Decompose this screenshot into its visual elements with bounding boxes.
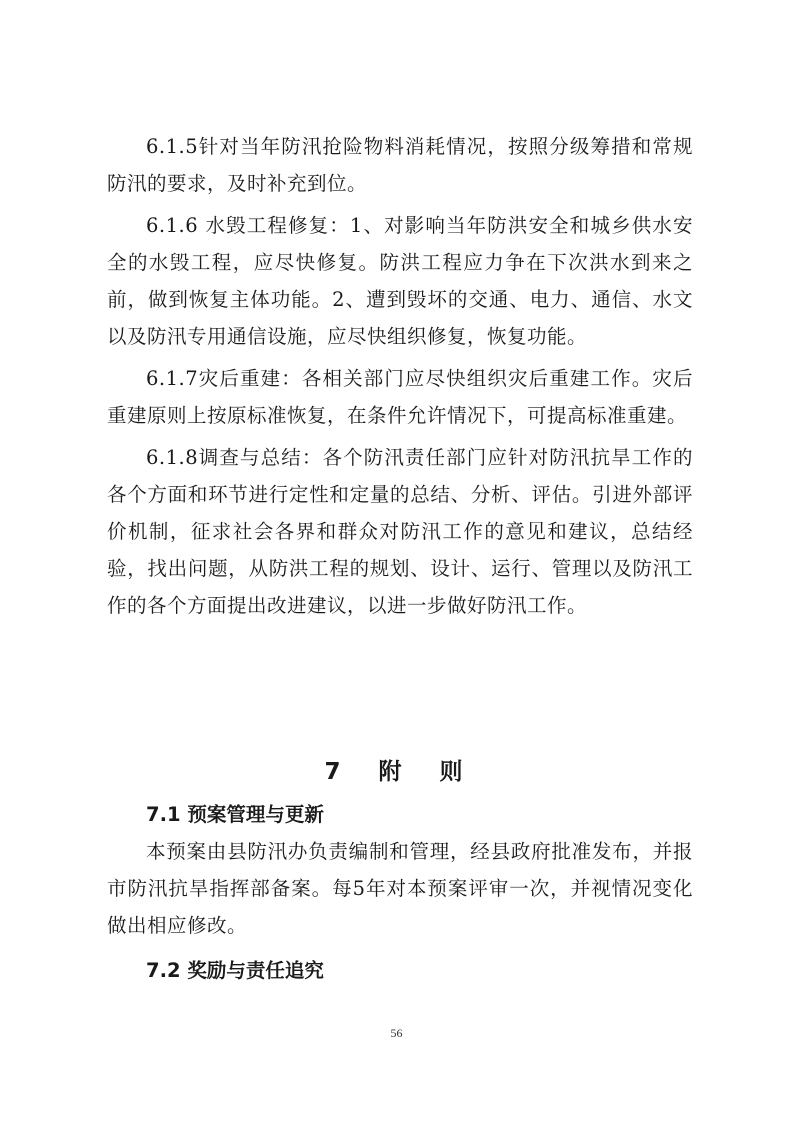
chapter-7-content — [107, 796, 693, 989]
paragraph-6-1-8: 6.1.8调查与总结：各个防汛责任部门应针对防汛抗旱工作的各个方面和环节进行定性和定量的总结、分析、评估。引进外部评价机制，征求社会各界和群众对防汛工作的意见和建议，总结经验，找出问题，从防洪工程的规划、设计、运行、管理以及防汛工作的各个方面提出改进建议，以进一步做好防汛工作。 — [107, 446, 693, 617]
paragraph-6-1-5: 6.1.5针对当年防汛抢险物料消耗情况，按照分级筹措和常规防汛的要求，及时补充到位。 — [107, 135, 693, 195]
section-heading-7-1: 7.1 预案管理与更新 — [146, 803, 324, 826]
section-heading-7-2: 7.2 奖励与责任追究 — [146, 959, 324, 982]
page-body — [107, 128, 693, 624]
paragraph-6-1-7: 6.1.7灾后重建：各相关部门应尽快组织灾后重建工作。灾后重建原则上按原标准恢复，在条件允许情况下，可提高标准重建。 — [107, 367, 693, 427]
section-body-7-1: 本预案由县防汛办负责编制和管理，经县政府批准发布，并报市防汛抗旱指挥部备案。每5年对本预案评审一次，并视情况变化做出相应修改。 — [107, 840, 693, 937]
page-number: 56 — [390, 1026, 403, 1040]
paragraph-6-1-6: 6.1.6 水毁工程修复：1、对影响当年防洪安全和城乡供水安全的水毁工程，应尽快修复。防洪工程应力争在下次洪水到来之前，做到恢复主体功能。2、遭到毁坏的交通、电力、通信、水文以及防汛专用通信设施，应尽快组织修复，恢复功能。 — [107, 214, 693, 348]
chapter-title: 7 附 则 — [324, 759, 469, 785]
